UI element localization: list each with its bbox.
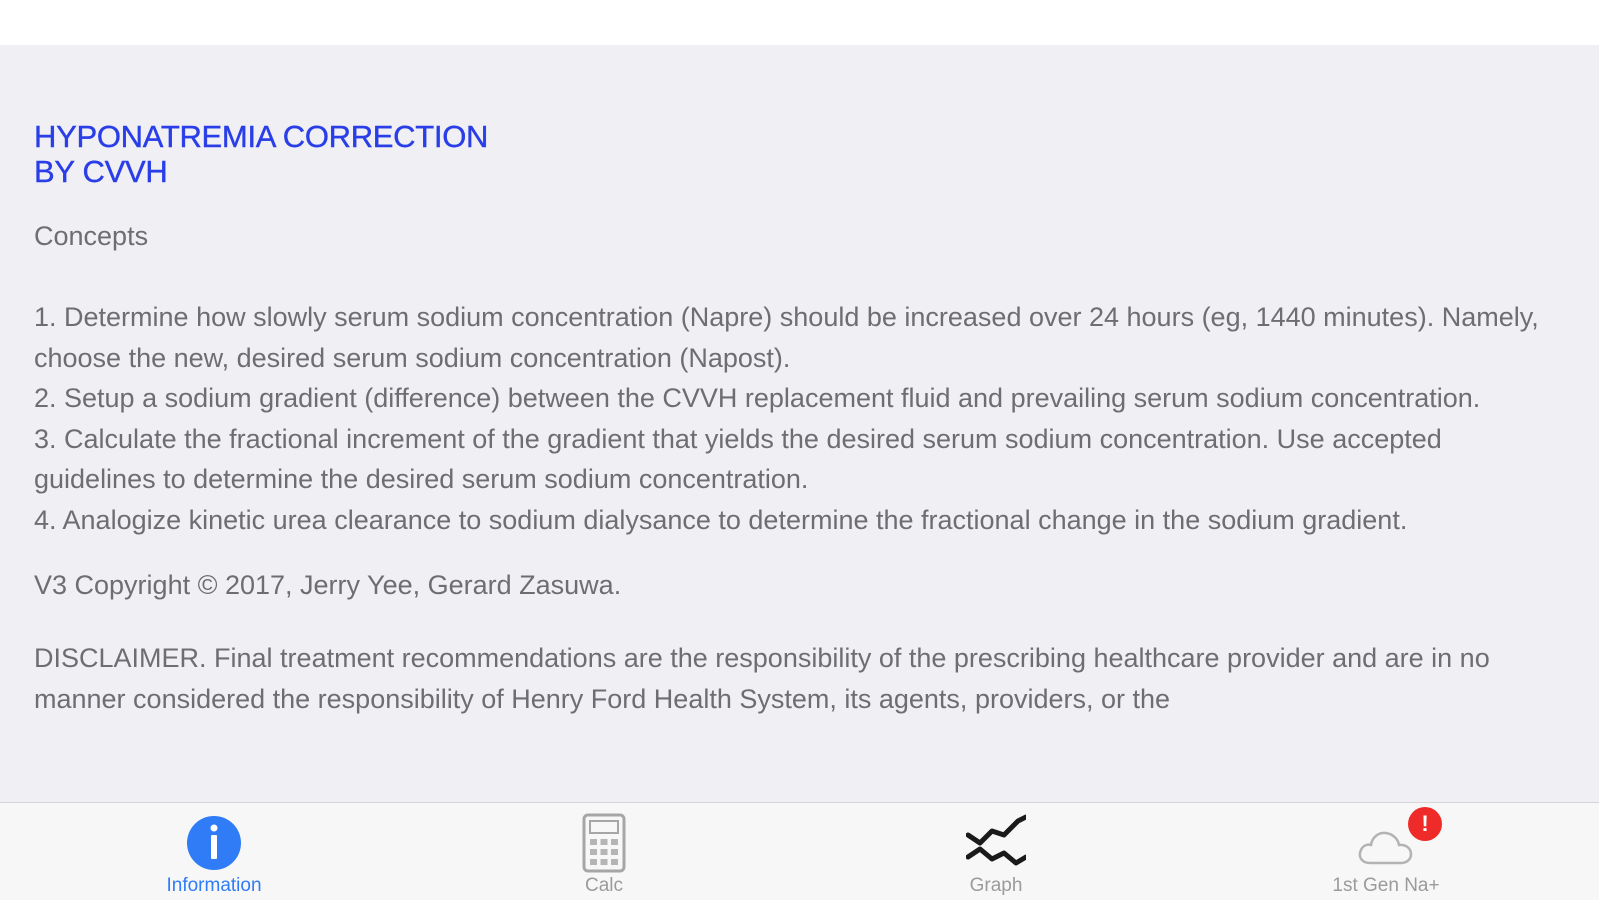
disclaimer-text: DISCLAIMER. Final treatment recommendations are the responsibility of the prescribing healthcare provider and are in no manner considered the responsibility of Henry Ford Health System, its agents, providers, or the: [34, 643, 1490, 714]
tab-calc[interactable]: [484, 803, 724, 900]
step-2: 2. Setup a sodium gradient (difference) between the CVVH replacement fluid and prevailing serum sodium concentration.: [34, 383, 1481, 413]
calculator-icon: [574, 813, 634, 873]
copyright-text: V3 Copyright © 2017, Jerry Yee, Gerard Zasuwa.: [34, 570, 622, 600]
step-1: 1. Determine how slowly serum sodium concentration (Napre) should be increased over 24 hours (eg, 1440 minutes). Namely, choose the new, desired serum sodium concentration (Napost).: [34, 302, 1539, 373]
tab-bar: [0, 802, 1599, 900]
page-title-line-1: HYPONATREMIA CORRECTION: [34, 119, 489, 154]
tab-graph-label: Graph: [969, 875, 1023, 896]
tab-calc-label: Calc: [584, 875, 623, 896]
information-content: [34, 119, 1564, 719]
step-3: 3. Calculate the fractional increment of the gradient that yields the desired serum sodium concentration. Use accepted guidelines to determine the desired serum sodium concentration.: [34, 423, 1442, 494]
cloud-icon: [1356, 813, 1416, 873]
information-scroll-view[interactable]: [0, 45, 1599, 802]
graph-icon: [966, 813, 1026, 873]
notification-badge: !: [1408, 807, 1442, 841]
step-4: 4. Analogize kinetic urea clearance to sodium dialysance to determine the fractional change in the sodium gradient.: [34, 504, 1408, 535]
tab-1st-gen-na-label: 1st Gen Na+: [1332, 875, 1440, 896]
tab-information-label: Information: [166, 875, 262, 896]
tab-information[interactable]: [94, 803, 334, 900]
info-icon: [184, 813, 244, 873]
concepts-steps-list: [34, 297, 1564, 540]
tab-graph[interactable]: [876, 803, 1116, 900]
tab-1st-gen-na[interactable]: [1266, 803, 1506, 900]
concepts-heading: Concepts: [34, 221, 149, 251]
status-bar: [0, 0, 1599, 45]
page-title: [34, 119, 1564, 189]
page-title-line-2: BY CVVH: [34, 154, 168, 189]
